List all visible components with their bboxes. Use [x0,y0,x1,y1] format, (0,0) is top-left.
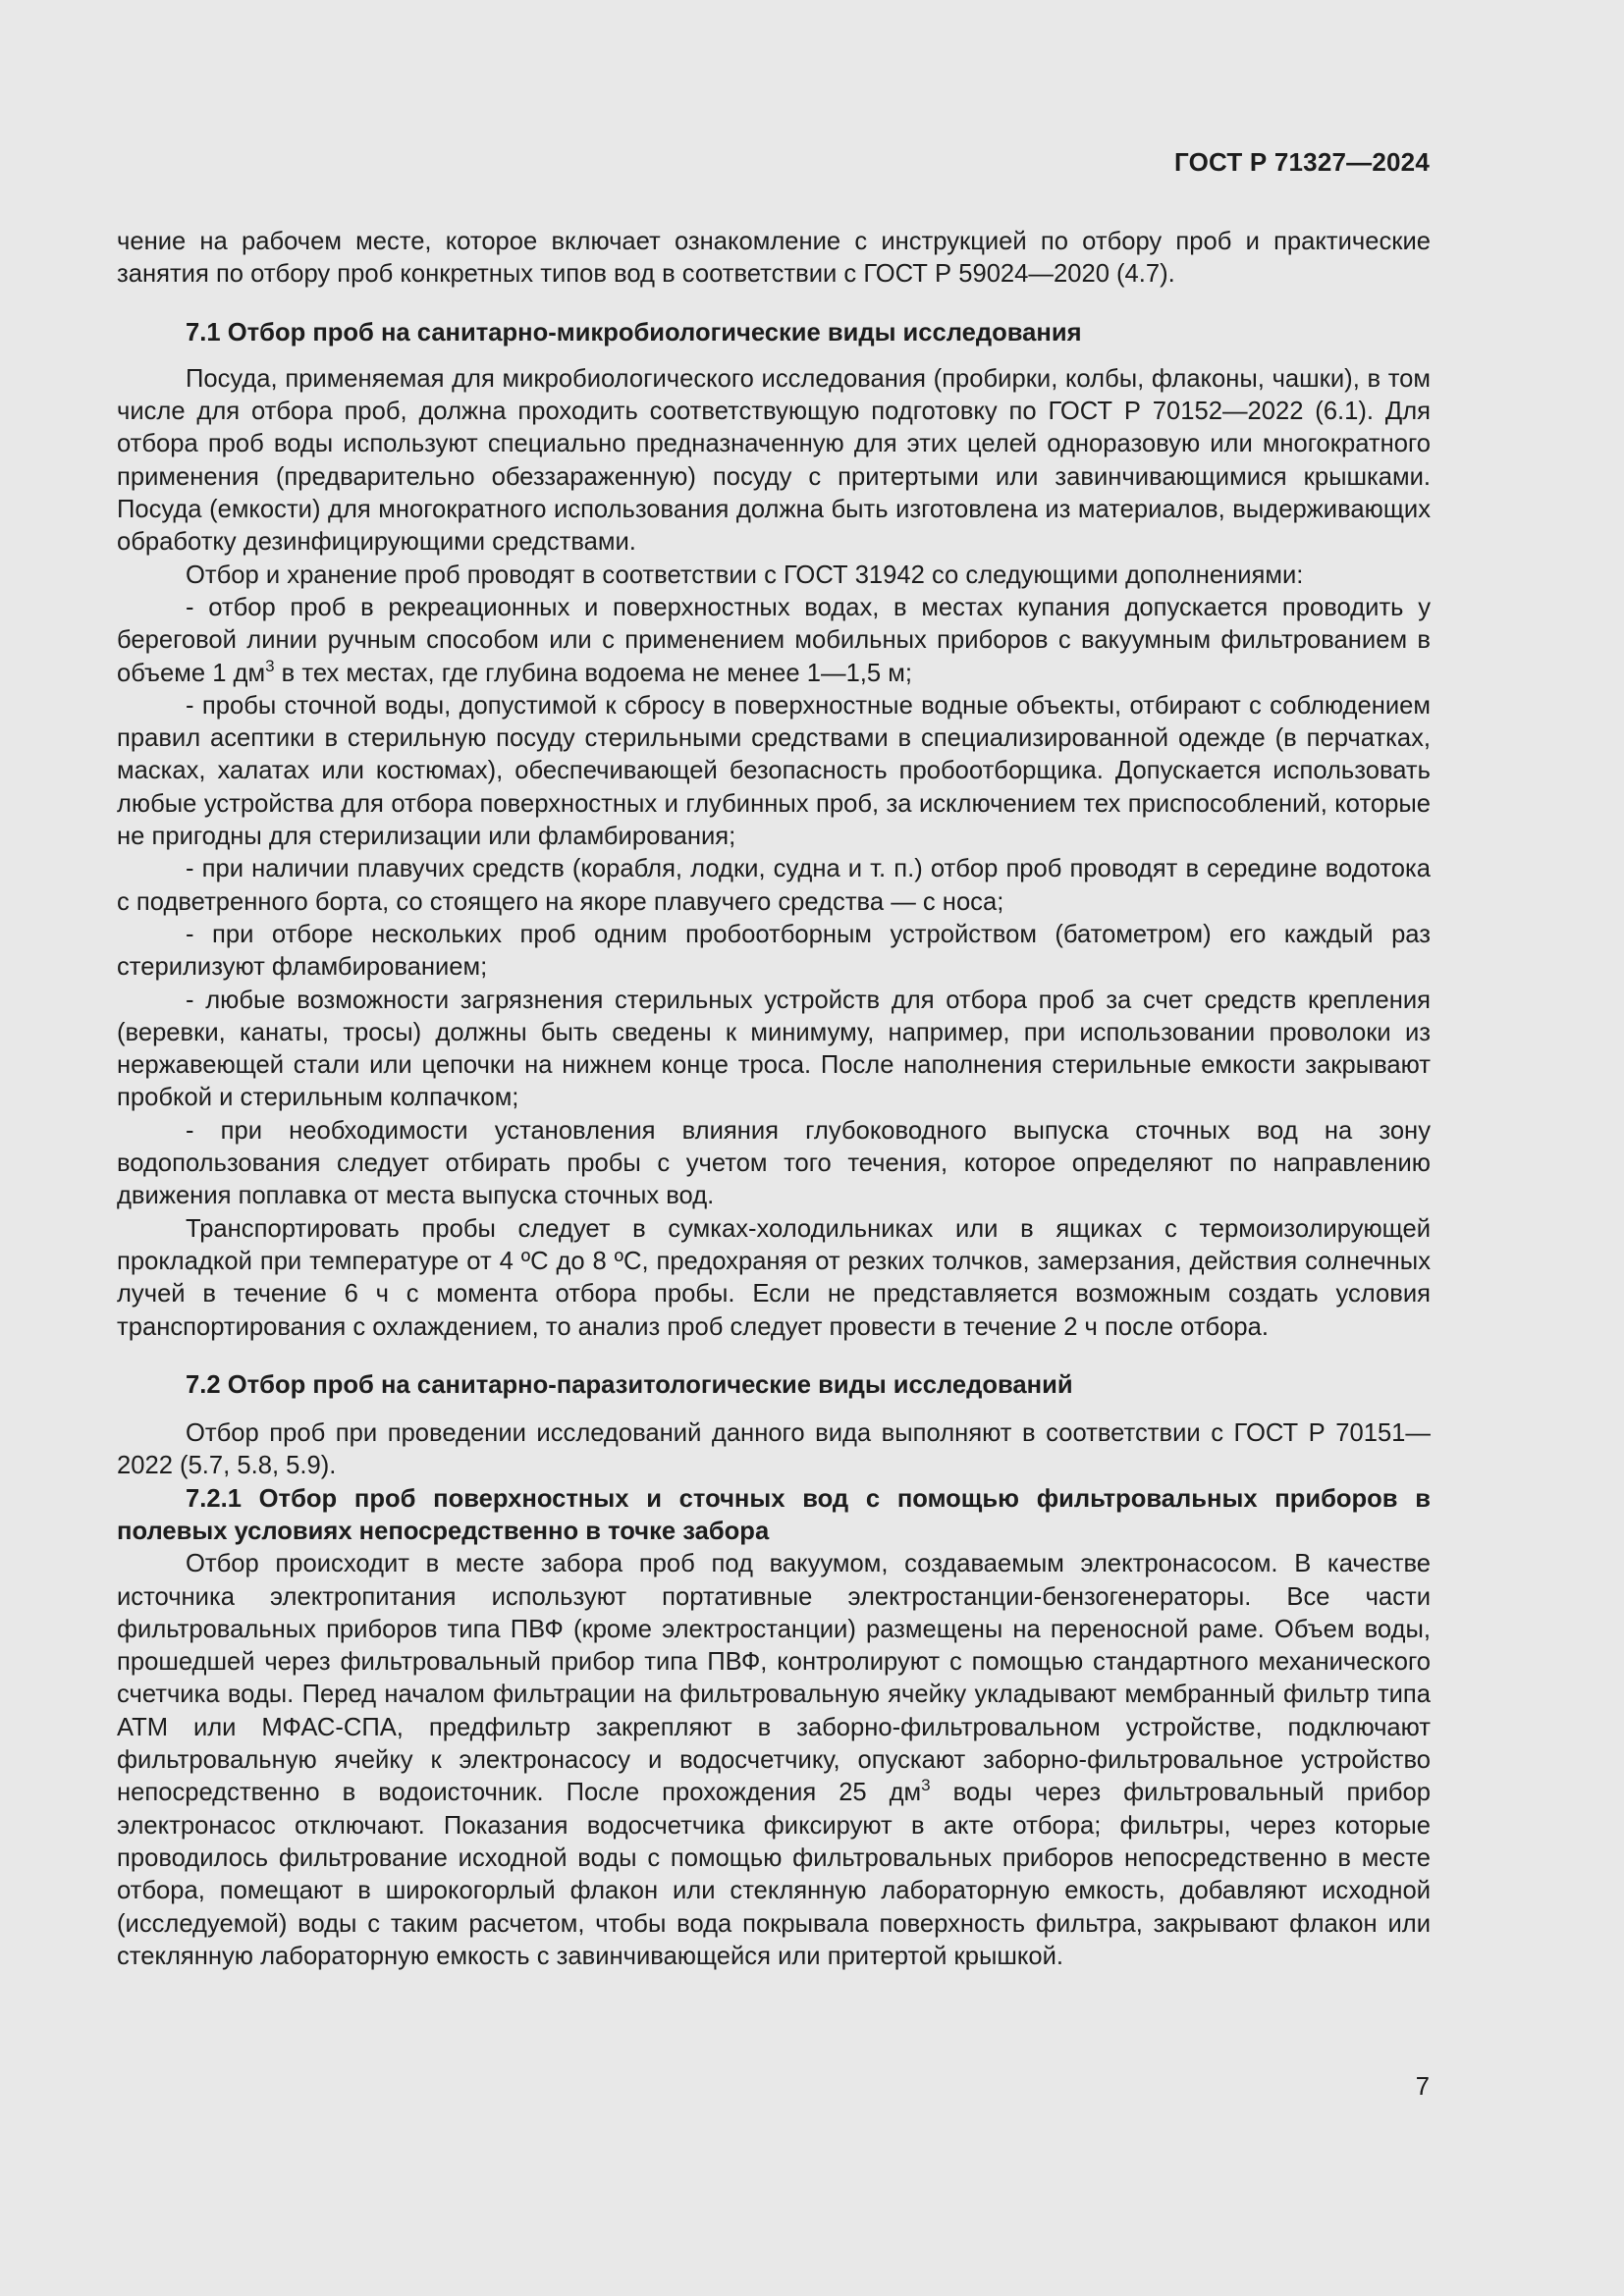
paragraph-text: Отбор происходит в месте забора проб под вакуумом, создаваемым электронасосом. В качестве источника электропитания используют портативные электростанции-бензогенераторы. Все части фильтровальных приборов типа ПВФ (кроме электростанции) размещены на переносной раме. Объем воды, прошедшей через фильтровальный прибор типа ПВФ, контролируют с помощью стандартного механического счетчика воды. Перед началом фильтрации на фильтровальную ячейку укладывают мембранный фильтр типа АТМ или МФАС-СПА, предфильтр закрепляют в заборно-фильтровальном устройстве, подключают фильтровальную ячейку к электронасосу и водосчетчику, опускают заборно-фильтровальное устройство непосредственно в водоисточник. После прохождения 25 дм [117,1550,1431,1807]
page-number: 7 [1415,2073,1430,2101]
superscript: 3 [921,1776,931,1795]
section-heading-7-2: 7.2 Отбор проб на санитарно-паразитологические виды исследований [186,1370,1073,1399]
paragraph-7-1-transport: Транспортировать пробы следует в сумках-холодильниках или в ящиках с термоизолирующей прокладкой при температуре от 4 ºС до 8 ºС, предохраняя от резких толчков, замерзания, действия солнечных лучей в течение 6 ч с момента отбора пробы. Если не представляется возможным создать условия транспортирования с охлаждением, то анализ проб следует провести в течение 2 ч после отбора. [117,1214,1431,1341]
list-item-bathometer: - при отборе нескольких проб одним пробоотборным устройством (батометром) его каждый раз стерилизуют фламбированием; [117,920,1431,982]
section-heading-7-2-1: 7.2.1 Отбор проб поверхностных и сточных вод с помощью фильтровальных приборов в полевых условиях непосредственно в точке забора [117,1484,1431,1545]
list-item-wastewater: - пробы сточной воды, допустимой к сбросу в поверхностные водные объекты, отбирают с соблюдением правил асептики в стерильную посуду стерильными средствами в специализированной одежде (в перчатках, масках, халатах или костюмах), обеспечивающей безопасность пробоотборщика. Допускается использовать любые устройства для отбора поверхностных и глубинных проб, за исключением тех приспособлений, которые не пригодны для стерилизации или фламбирования; [117,691,1431,851]
document-body [117,226,1431,1973]
paragraph-text: воды через фильтровальный прибор электронасос отключают. Показания водосчетчика фиксируют в акте отбора; фильтры, через которые проводилось фильтрование исходной воды с помощью фильтровальных приборов непосредственно в месте отбора, помещают в широкогорлый флакон или стеклянную лабораторную емкость, добавляют исходной (исследуемой) воды с таким расчетом, чтобы вода покрывала поверхность фильтра, закрывают флакон или стеклянную лабораторную емкость с завинчивающейся или притертой крышкой. [117,1779,1431,1970]
superscript: 3 [265,656,275,675]
list-item-floating: - при наличии плавучих средств (корабля, лодки, судна и т. п.) отбор проб проводят в середине водотока с подветренного борта, со стоящего на якоре плавучего средства — с носа; [117,855,1431,916]
paragraph-7-2: Отбор проб при проведении исследований данного вида выполняют в соответствии с ГОСТ Р 70151—2022 (5.7, 5.8, 5.9). [117,1419,1431,1480]
list-item-text: - отбор проб в рекреационных и поверхностных водах, в местах купания допускается проводить у береговой линии ручным способом или с применением мобильных приборов с вакуумным фильтрованием в объеме 1 дм [117,593,1431,687]
list-item-deepwater: - при необходимости установления влияния глубоководного выпуска сточных вод на зону водопользования следует отбирать пробы с учетом того течения, которое определяют по направлению движения поплавка от места выпуска сточных вод. [117,1116,1431,1210]
paragraph-7-1-dishes: Посуда, применяемая для микробиологического исследования (пробирки, колбы, флаконы, чашки), в том числе для отбора проб, должна проходить соответствующую подготовку по ГОСТ Р 70152—2022 (6.1). Для отбора проб воды используют специально предназначенную для этих целей одноразовую или многократного применения (предварительно обеззараженную) посуду с притертыми или завинчивающимися крышками. Посуда (емкости) для многократного использования должна быть изготовлена из материалов, выдерживающих обработку дезинфицирующими средствами. [117,364,1431,557]
list-item-contamination: - любые возможности загрязнения стерильных устройств для отбора проб за счет средств крепления (веревки, канаты, тросы) должны быть сведены к минимуму, например, при использовании проволоки из нержавеющей стали или цепочки на нижнем конце троса. После наполнения стерильные емкости закрывают пробкой и стерильным колпачком; [117,986,1431,1112]
section-heading-7-1: 7.1 Отбор проб на санитарно-микробиологические виды исследования [186,318,1082,347]
list-item-text: в тех местах, где глубина водоема не менее 1—1,5 м; [274,659,912,687]
document-header: ГОСТ Р 71327—2024 [1174,147,1430,177]
paragraph-7-2-1 [117,1548,1431,1973]
intro-paragraph: чение на рабочем месте, которое включает ознакомление с инструкцией по отбору проб и практические занятия по отбору проб конкретных типов вод в соответствии с ГОСТ Р 59024—2020 (4.7). [117,228,1431,289]
paragraph-7-1-storage: Отбор и хранение проб проводят в соответствии с ГОСТ 31942 со следующими дополнениями: [186,561,1304,589]
list-item-recreational [117,592,1431,690]
